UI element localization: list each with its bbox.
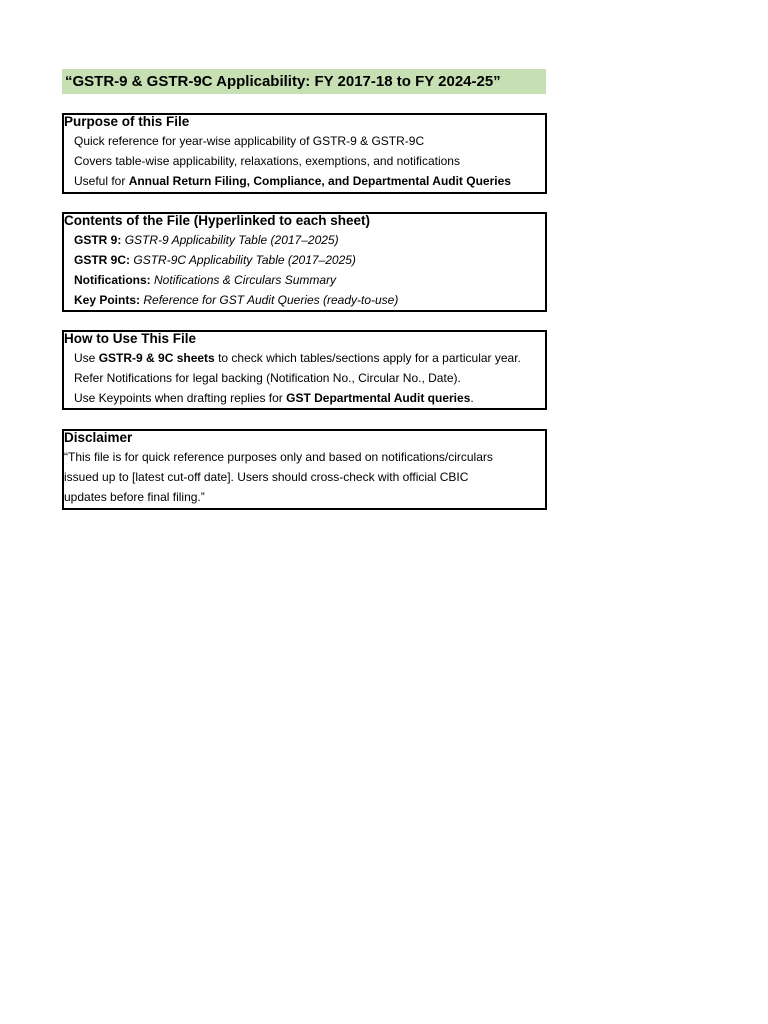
purpose-line-2: Covers table-wise applicability, relaxations, exemptions, and notifications — [74, 154, 460, 168]
disclaimer-line-1: “This file is for quick reference purposes only and based on notifications/circulars — [64, 450, 493, 464]
purpose-heading: Purpose of this File — [64, 114, 190, 129]
disclaimer-heading: Disclaimer — [64, 430, 133, 445]
contents-item-label: GSTR 9C: — [74, 253, 131, 267]
how-to-use-line-1 — [64, 348, 545, 368]
how-to-use-line-1-suffix: to check which tables/sections apply for a particular year. — [214, 351, 521, 365]
contents-item-label: Notifications: — [74, 273, 151, 287]
purpose-line-3-bold: Annual Return Filing, Compliance, and Departmental Audit Queries — [128, 174, 511, 188]
contents-heading: Contents of the File (Hyperlinked to each sheet) — [64, 213, 371, 228]
disclaimer-section — [62, 429, 547, 510]
how-to-use-line-1-bold: GSTR-9 & 9C sheets — [98, 351, 215, 365]
contents-item-gstr9c[interactable] — [64, 250, 545, 270]
how-to-use-line-3-suffix: . — [470, 391, 474, 405]
contents-item-notifications[interactable] — [64, 270, 545, 290]
page-title: “GSTR-9 & GSTR-9C Applicability: FY 2017-18 to FY 2024-25” — [62, 69, 546, 94]
contents-item-desc: Reference for GST Audit Queries (ready-to-use) — [143, 293, 399, 307]
how-to-use-line-2: Refer Notifications for legal backing (Notification No., Circular No., Date). — [74, 371, 461, 385]
how-to-use-line-1-prefix: Use — [74, 351, 99, 365]
how-to-use-line-3 — [64, 388, 545, 408]
purpose-line-3 — [64, 171, 545, 191]
contents-item-desc: GSTR-9C Applicability Table (2017–2025) — [133, 253, 356, 267]
contents-item-desc: Notifications & Circulars Summary — [154, 273, 337, 287]
purpose-line-1: Quick reference for year-wise applicability of GSTR-9 & GSTR-9C — [74, 134, 425, 148]
how-to-use-line-3-bold: GST Departmental Audit queries — [286, 391, 471, 405]
contents-item-gstr9[interactable] — [64, 230, 545, 250]
how-to-use-section — [62, 330, 547, 410]
purpose-line-3-prefix: Useful for — [74, 174, 129, 188]
contents-item-label: Key Points: — [74, 293, 141, 307]
contents-item-key-points[interactable] — [64, 290, 545, 310]
contents-section — [62, 212, 547, 312]
disclaimer-line-3: updates before final filing.” — [64, 490, 205, 504]
how-to-use-heading: How to Use This File — [64, 331, 197, 346]
how-to-use-line-3-prefix: Use Keypoints when drafting replies for — [74, 391, 287, 405]
disclaimer-line-2: issued up to [latest cut-off date]. Users should cross-check with official CBIC — [64, 470, 469, 484]
contents-item-label: GSTR 9: — [74, 233, 122, 247]
contents-item-desc: GSTR-9 Applicability Table (2017–2025) — [124, 233, 339, 247]
purpose-section — [62, 113, 547, 194]
